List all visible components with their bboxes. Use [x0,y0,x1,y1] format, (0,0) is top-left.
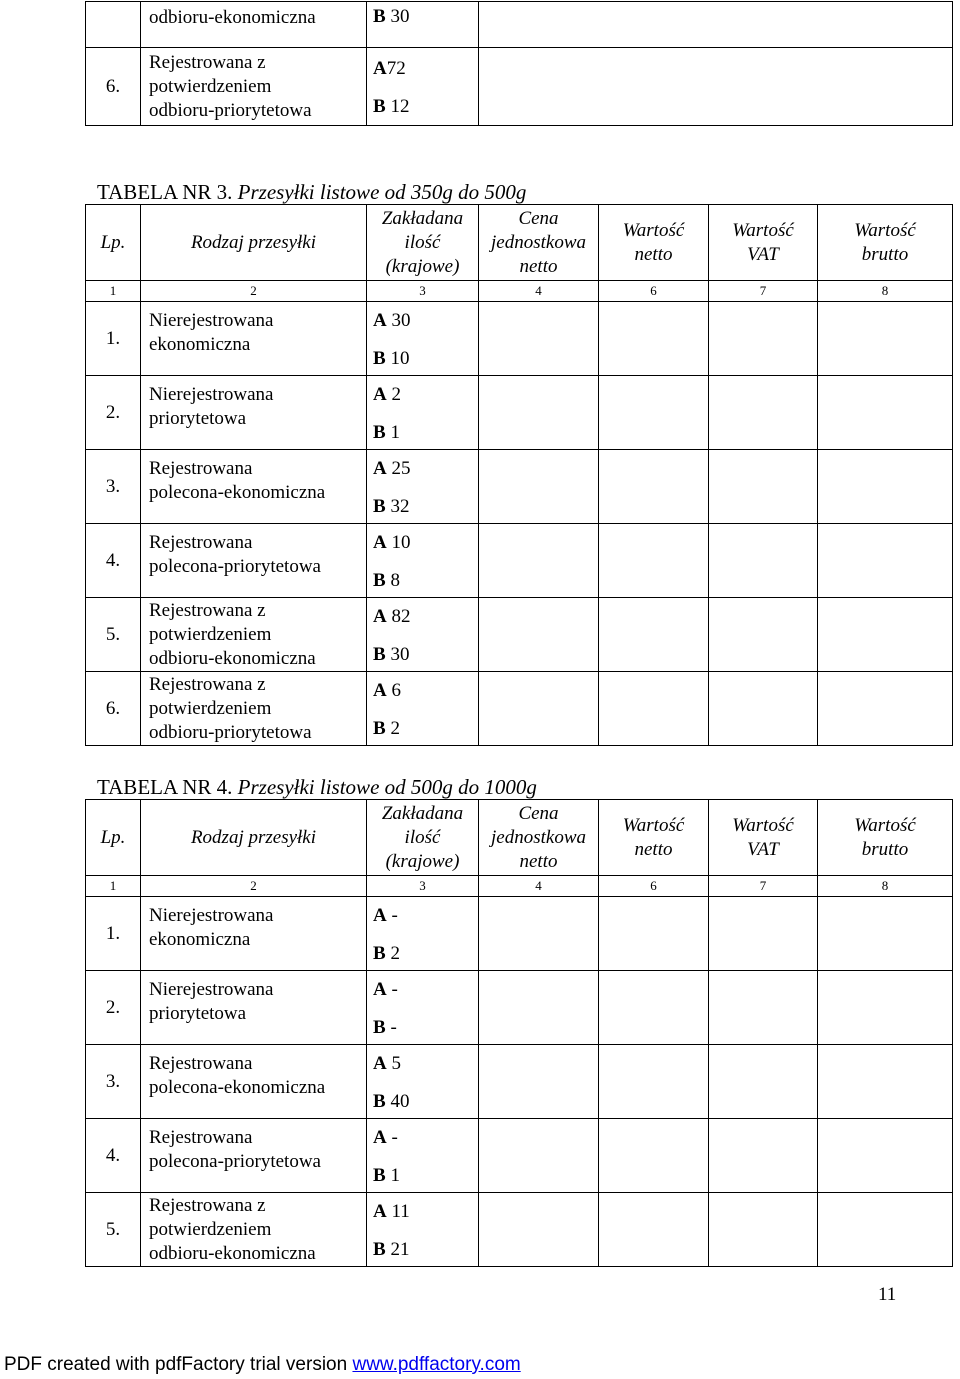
footer-link[interactable]: www.pdffactory.com [352,1354,521,1375]
unit-price-cell [479,971,599,1045]
quantity-b [373,643,478,667]
quantity-a-letter: A [373,383,387,405]
gross-value-cell [818,524,953,598]
net-value-cell [599,450,709,524]
header-quantity-line: (krajowe) [385,850,460,872]
column-number: 6 [599,281,709,302]
row-number: 2. [86,376,141,450]
row-number: 3. [86,1045,141,1119]
column-number: 3 [367,281,479,302]
quantity-b [373,421,478,445]
gross-value-cell [818,672,953,746]
header-quantity-line: (krajowe) [385,255,460,277]
quantity-b-value: 30 [390,6,410,27]
shipment-type [141,1045,367,1119]
row-number: 1. [86,302,141,376]
quantity-b-letter: B [373,1016,386,1038]
header-quantity [367,205,479,281]
quantity-a [373,1198,478,1238]
header-gross-value [818,800,953,876]
vat-value-cell [709,450,818,524]
header-unit-price-line: netto [519,255,558,277]
header-quantity-line: ilość [404,826,441,848]
header-gross-value [818,205,953,281]
header-quantity [367,800,479,876]
quantity-b-letter: B [373,1164,386,1186]
quantity-cell [367,1193,479,1267]
quantity-b-value: 40 [390,1090,410,1112]
header-shipment-type-line: Rodzaj przesyłki [190,826,317,848]
header-vat-value [709,205,818,281]
unit-price-cell [479,450,599,524]
shipment-type-line: polecona-ekonomiczna [149,481,326,503]
shipment-type-line: Rejestrowana [149,531,253,553]
column-number: 3 [367,876,479,897]
column-number: 4 [479,876,599,897]
gross-value-cell [818,598,953,672]
row-number: 5. [86,1193,141,1267]
row-number: 6. [86,672,141,746]
quantity-a-value: - [391,1126,398,1148]
pdf-footer [4,1354,521,1376]
quantity-cell [367,2,479,48]
header-lp-line: Lp. [100,231,126,253]
quantity-b-value: 2 [390,717,400,739]
quantity-b [373,1016,478,1040]
shipment-type: odbioru-ekonomiczna [141,2,367,48]
shipment-type [141,1119,367,1193]
table-row [86,1193,953,1267]
table-row [86,48,953,126]
header-gross-value-line: brutto [861,838,909,860]
vat-value-cell [709,302,818,376]
table-row [86,672,953,746]
gross-value-cell [818,376,953,450]
quantity-a-value: 25 [391,457,411,479]
unit-price-cell [479,1045,599,1119]
quantity-a-letter: A [373,457,387,479]
quantity-b-letter: B [373,1090,386,1112]
gross-value-cell [818,1193,953,1267]
table-row [86,302,953,376]
shipment-type-line: potwierdzeniem [149,697,272,719]
header-gross-value-line: brutto [861,243,909,265]
quantity-b [373,942,478,966]
header-net-value [599,800,709,876]
shipment-type [141,1193,367,1267]
header-vat-value [709,800,818,876]
quantity-a-letter: A [373,904,387,926]
quantity-b-value: 1 [390,1164,400,1186]
quantity-cell [367,672,479,746]
table3-title-prefix: TABELA NR 3. [97,180,233,204]
vat-value-cell [709,598,818,672]
empty-cell [479,2,953,48]
quantity-cell [367,971,479,1045]
shipment-type-line: Rejestrowana z [149,599,266,621]
column-number-row [86,876,953,897]
vat-value-cell [709,1193,818,1267]
quantity-b-value: 10 [390,347,410,369]
column-number-row [86,281,953,302]
net-value-cell [599,971,709,1045]
quantity-a-letter: A [373,309,387,331]
shipment-type-line: ekonomiczna [149,928,251,950]
vat-value-cell [709,672,818,746]
table4-title-text: Przesyłki listowe od 500g do 1000g [232,775,537,799]
header-net-value-line: Wartość [622,814,685,836]
table4-title [97,775,537,800]
header-unit-price [479,205,599,281]
header-unit-price-line: jednostkowa [491,231,586,253]
net-value-cell [599,1193,709,1267]
header-unit-price-line: jednostkowa [491,826,586,848]
column-number: 7 [709,281,818,302]
quantity-a-letter: A [373,679,387,701]
quantity-a-letter: A [373,531,387,553]
table4 [85,799,953,1267]
unit-price-cell [479,897,599,971]
shipment-type-line: odbioru-priorytetowa [149,99,312,121]
footer-text: PDF created with pdfFactory trial version [4,1354,353,1375]
shipment-type [141,971,367,1045]
gross-value-cell [818,1119,953,1193]
shipment-type-line: polecona-priorytetowa [149,555,321,577]
shipment-type-line: Rejestrowana z [149,51,266,73]
header-shipment-type-line: Rodzaj przesyłki [190,231,317,253]
quantity-cell [367,598,479,672]
quantity-a [373,455,478,495]
quantity-a [373,1050,478,1090]
shipment-type-line: Nierejestrowana [149,309,274,331]
header-vat-value-line: Wartość [732,814,794,836]
unit-price-cell [479,1119,599,1193]
quantity-a [373,529,478,569]
table4-title-prefix: TABELA NR 4. [97,775,233,799]
header-unit-price-line: Cena [518,802,559,824]
shipment-type-line: Nierejestrowana [149,978,274,1000]
quantity-a-letter: A [373,57,387,79]
shipment-type-line: priorytetowa [149,1002,247,1024]
header-net-value-line: netto [634,838,673,860]
shipment-type-line: polecona-priorytetowa [149,1150,321,1172]
header-vat-value-line: VAT [747,243,779,265]
net-value-cell [599,524,709,598]
column-number: 2 [141,281,367,302]
net-value-cell [599,1045,709,1119]
header-vat-value-line: VAT [747,838,779,860]
quantity-a-value: 82 [391,605,411,627]
quantity-a-value: 10 [391,531,411,553]
quantity-b-letter: B [373,6,386,27]
shipment-type [141,376,367,450]
quantity-a-letter: A [373,605,387,627]
row-number: 2. [86,971,141,1045]
shipment-type-line: Nierejestrowana [149,904,274,926]
quantity-a-value: - [391,978,398,1000]
unit-price-cell [479,598,599,672]
vat-value-cell [709,524,818,598]
quantity-cell [367,450,479,524]
table-row [86,1119,953,1193]
column-number: 1 [86,281,141,302]
quantity-cell [367,48,479,126]
shipment-type [141,672,367,746]
shipment-type [141,450,367,524]
quantity-a-letter: A [373,1200,387,1222]
unit-price-cell [479,1193,599,1267]
quantity-cell [367,302,479,376]
quantity-b-value: - [390,1016,397,1038]
header-gross-value-line: Wartość [854,814,916,836]
quantity-a [373,1124,478,1164]
quantity-a [373,902,478,942]
vat-value-cell [709,897,818,971]
header-row [86,800,953,876]
unit-price-cell [479,302,599,376]
quantity-cell [367,376,479,450]
header-quantity-line: Zakładana [381,207,464,229]
quantity-b [373,1238,478,1262]
net-value-cell [599,672,709,746]
quantity-a-letter: A [373,1052,387,1074]
quantity-a [373,381,478,421]
table-row [86,971,953,1045]
row-number: 3. [86,450,141,524]
quantity-b [373,1164,478,1188]
quantity-a-value: 6 [391,679,401,701]
column-number: 1 [86,876,141,897]
quantity-b [373,717,478,741]
row-number: 4. [86,524,141,598]
header-unit-price-line: netto [519,850,558,872]
vat-value-cell [709,1119,818,1193]
quantity-b-value: 2 [390,942,400,964]
shipment-type-line: ekonomiczna [149,333,251,355]
header-lp-line: Lp. [100,826,126,848]
shipment-type-line: priorytetowa [149,407,247,429]
quantity-cell [367,1119,479,1193]
net-value-cell [599,598,709,672]
shipment-type-line: potwierdzeniem [149,623,272,645]
column-number: 7 [709,876,818,897]
net-value-cell [599,376,709,450]
header-net-value-line: Wartość [622,219,685,241]
quantity-a [373,677,478,717]
quantity-b-value: 1 [390,421,400,443]
header-unit-price-line: Cena [518,207,559,229]
quantity-b-letter: B [373,942,386,964]
header-net-value-line: netto [634,243,673,265]
shipment-type-line: odbioru-ekonomiczna [149,1242,316,1264]
table3 [85,204,953,746]
row-number: 6. [86,48,141,126]
shipment-type [141,48,367,126]
continuation-table [85,1,953,126]
quantity-b-letter: B [373,717,386,739]
quantity-cell [367,1045,479,1119]
row-number: 1. [86,897,141,971]
header-vat-value-line: Wartość [732,219,794,241]
shipment-type-line: polecona-ekonomiczna [149,1076,326,1098]
unit-price-cell [479,672,599,746]
table-row [86,524,953,598]
table3-title [97,180,526,205]
table-row [86,897,953,971]
row-number: 5. [86,598,141,672]
row-number [86,2,141,48]
gross-value-cell [818,450,953,524]
header-row [86,205,953,281]
shipment-type-line: odbioru-priorytetowa [149,721,312,743]
quantity-a-value: 5 [391,1052,401,1074]
quantity-b [373,347,478,371]
shipment-type-line: Rejestrowana z [149,673,266,695]
header-unit-price [479,800,599,876]
header-quantity-line: ilość [404,231,441,253]
net-value-cell [599,1119,709,1193]
gross-value-cell [818,897,953,971]
gross-value-cell [818,1045,953,1119]
shipment-type-line: Rejestrowana [149,1126,253,1148]
shipment-type-line: odbioru-ekonomiczna [149,647,316,669]
quantity-a [373,976,478,1016]
table-row [86,2,953,48]
quantity-a-value: 30 [391,309,411,331]
shipment-type-line: Nierejestrowana [149,383,274,405]
quantity-b [373,569,478,593]
quantity-b-letter: B [373,643,386,665]
page-number: 11 [878,1284,897,1305]
net-value-cell [599,897,709,971]
quantity-b-value: 8 [390,569,400,591]
column-number: 4 [479,281,599,302]
quantity-a [373,603,478,643]
column-number: 6 [599,876,709,897]
column-number: 2 [141,876,367,897]
quantity-a-value: 11 [391,1200,410,1222]
column-number: 8 [818,876,953,897]
table-row [86,598,953,672]
shipment-type-line: potwierdzeniem [149,75,272,97]
header-shipment-type [141,205,367,281]
quantity-a-letter: A [373,1126,387,1148]
header-lp [86,800,141,876]
quantity-b-letter: B [373,347,386,369]
table-row [86,376,953,450]
vat-value-cell [709,1045,818,1119]
quantity-b-value: 30 [390,643,410,665]
quantity-b [373,495,478,519]
quantity-b-value: 21 [390,1238,410,1260]
shipment-type-line: potwierdzeniem [149,1218,272,1240]
unit-price-cell [479,524,599,598]
table-row [86,450,953,524]
quantity-b-letter: B [373,421,386,443]
table3-title-text: Przesyłki listowe od 350g do 500g [232,180,527,204]
quantity-b-letter: B [373,569,386,591]
shipment-type-line: Rejestrowana [149,1052,253,1074]
empty-cell [479,48,953,126]
shipment-type-line: Rejestrowana z [149,1194,266,1216]
row-number: 4. [86,1119,141,1193]
column-number: 8 [818,281,953,302]
unit-price-cell [479,376,599,450]
quantity-a-value: 2 [391,383,401,405]
quantity-cell [367,524,479,598]
vat-value-cell [709,376,818,450]
shipment-type [141,524,367,598]
quantity-b [373,1090,478,1114]
quantity-b-letter: B [373,1238,386,1260]
shipment-type [141,598,367,672]
header-shipment-type [141,800,367,876]
quantity-a-value: 72 [386,57,406,79]
gross-value-cell [818,302,953,376]
quantity-a-letter: A [373,978,387,1000]
header-quantity-line: Zakładana [381,802,464,824]
header-net-value [599,205,709,281]
shipment-type [141,897,367,971]
header-lp [86,205,141,281]
vat-value-cell [709,971,818,1045]
quantity-b-value: 12 [390,95,410,117]
quantity-b-letter: B [373,95,386,117]
quantity-a-value: - [391,904,398,926]
gross-value-cell [818,971,953,1045]
shipment-type-line: Rejestrowana [149,457,253,479]
table-row [86,1045,953,1119]
shipment-type [141,302,367,376]
quantity-cell [367,897,479,971]
quantity-b-value: 32 [390,495,410,517]
quantity-a [373,307,478,347]
quantity-b-letter: B [373,495,386,517]
header-gross-value-line: Wartość [854,219,916,241]
net-value-cell [599,302,709,376]
